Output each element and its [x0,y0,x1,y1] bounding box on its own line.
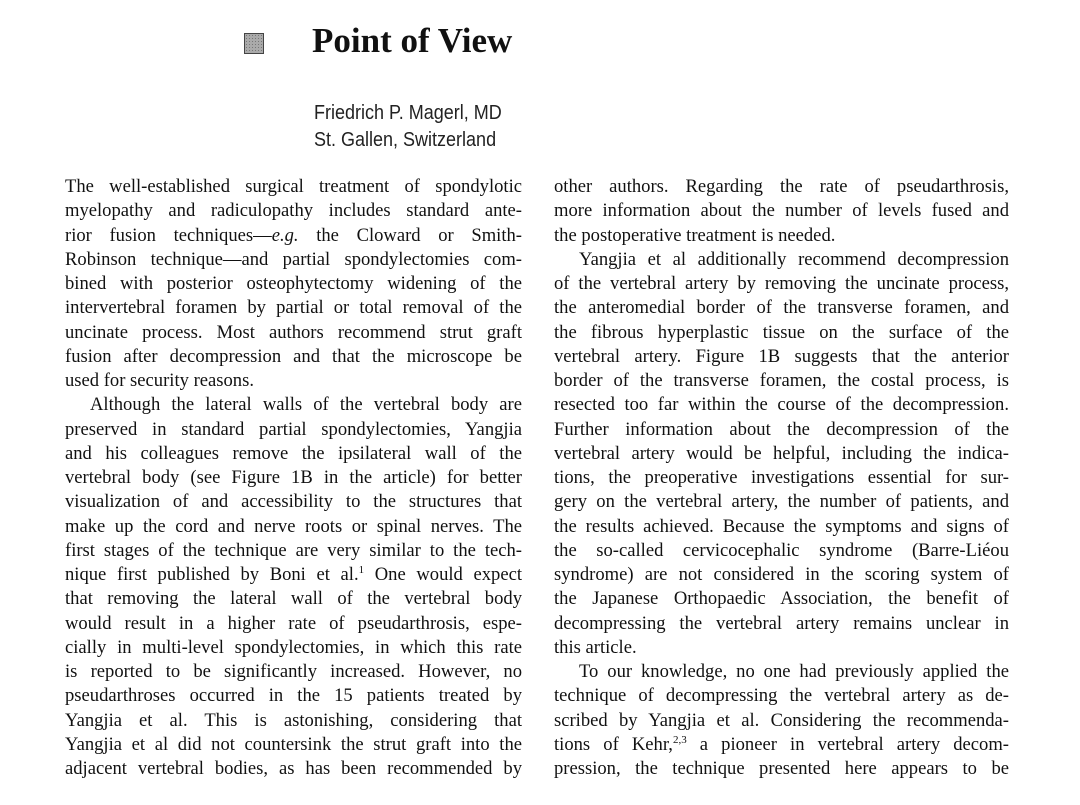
text-fragment: rior fusion techniques— [65,224,272,246]
text-line: make up the cord and nerve roots or spinal nerves. The [65,515,522,537]
citation-superscript: 1 [358,564,365,576]
text-line: would result in a higher rate of pseudarthrosis, espe- [65,612,522,634]
text-line: decompressing the vertebral artery remains unclear in [554,612,1009,634]
text-line: first stages of the technique are very similar to the tech- [65,539,522,561]
text-line: Yangjia et al did not countersink the strut graft into the [65,733,522,755]
text-line: fusion after decompression and that the microscope be [65,345,522,367]
text-line: and his colleagues remove the ipsilateral wall of the [65,442,522,464]
text-line: Although the lateral walls of the vertebral body are [90,394,522,416]
text-line: Robinson technique—and partial spondylectomies com- [65,248,522,270]
text-line: of the vertebral artery by removing the uncinate process, [554,273,1009,294]
text-line: cially in multi-level spondylectomies, in which this rate [65,636,522,658]
text-line: intervertebral foramen by partial or total removal of the [65,297,522,319]
text-line: pseudarthroses occurred in the 15 patients treated by [65,685,522,707]
text-line: uncinate process. Most authors recommend strut graft [65,321,522,343]
text-line: scribed by Yangjia et al. Considering the recommenda- [554,709,1009,731]
text-line: the results achieved. Because the symptoms and signs of [554,515,1009,537]
text-fragment: tions of Kehr, [554,733,673,755]
text-line: technique of decompressing the vertebral artery as de- [554,685,1009,707]
text-line: bined with posterior osteophytectomy widening of the [65,273,522,294]
page-title: Point of View [312,21,513,60]
text-line: preserved in standard partial spondylectomies, Yangjia [65,418,522,440]
text-line: pression, the technique presented here appears to be [554,758,1009,779]
right-text-column [554,175,1009,781]
text-line: Further information about the decompression of the [554,418,1009,440]
text-line: the so-called cervicocephalic syndrome (Barre-Liéou [554,539,1009,561]
text-line: the fibrous hyperplastic tissue on the surface of the [554,321,1009,343]
author-block [314,100,502,154]
text-line: vertebral body (see Figure 1B in the article) for better [65,467,522,488]
text-fragment: the Cloward or Smith- [298,224,522,246]
text-line: vertebral artery would be helpful, including the indica- [554,442,1009,464]
text-line [65,563,522,587]
text-line: myelopathy and radiculopathy includes standard ante- [65,200,522,222]
text-line: The well-established surgical treatment of spondylotic [65,176,522,197]
text-line: the Japanese Orthopaedic Association, the benefit of [554,588,1009,610]
text-line: Yangjia et al. This is astonishing, considering that [65,709,522,731]
text-line [554,733,1009,757]
text-line: syndrome) are not considered in the scoring system of [554,564,1009,585]
text-fragment: One would expect [364,564,522,585]
section-marker-icon [244,33,264,54]
text-line: that removing the lateral wall of the vertebral body [65,588,522,610]
text-line: this article. [554,636,637,658]
text-line: resected too far within the course of the decompression. [554,394,1009,416]
text-line: more information about the number of levels fused and [554,200,1009,222]
text-line: used for security reasons. [65,370,254,391]
text-line: border of the transverse foramen, the costal process, is [554,370,1009,391]
text-line: gery on the vertebral artery, the number of patients, and [554,491,1009,513]
text-line: is reported to be significantly increased. However, no [65,661,522,682]
text-line: the postoperative treatment is needed. [554,224,836,246]
text-line: the anteromedial border of the transverse foramen, and [554,297,1009,319]
author-name: Friedrich P. Magerl, MD [314,102,502,124]
text-line: Yangjia et al additionally recommend decompression [579,248,1009,270]
text-line [65,224,522,248]
author-location: St. Gallen, Switzerland [314,129,497,151]
text-line: visualization of and accessibility to the structures that [65,491,522,513]
text-line: adjacent vertebral bodies, as has been recommended by [65,758,522,779]
italic-text: e.g. [271,224,299,246]
text-line: vertebral artery. Figure 1B suggests that the anterior [554,345,1009,367]
text-line: tions, the preoperative investigations essential for sur- [554,467,1009,488]
text-line: other authors. Regarding the rate of pseudarthrosis, [554,176,1009,197]
left-text-column [65,175,522,781]
text-fragment: nique first published by Boni et al. [65,564,359,585]
text-fragment: a pioneer in vertebral artery decom- [686,733,1009,755]
text-line: To our knowledge, no one had previously applied the [579,661,1009,682]
citation-superscript: 2,3 [672,733,687,746]
